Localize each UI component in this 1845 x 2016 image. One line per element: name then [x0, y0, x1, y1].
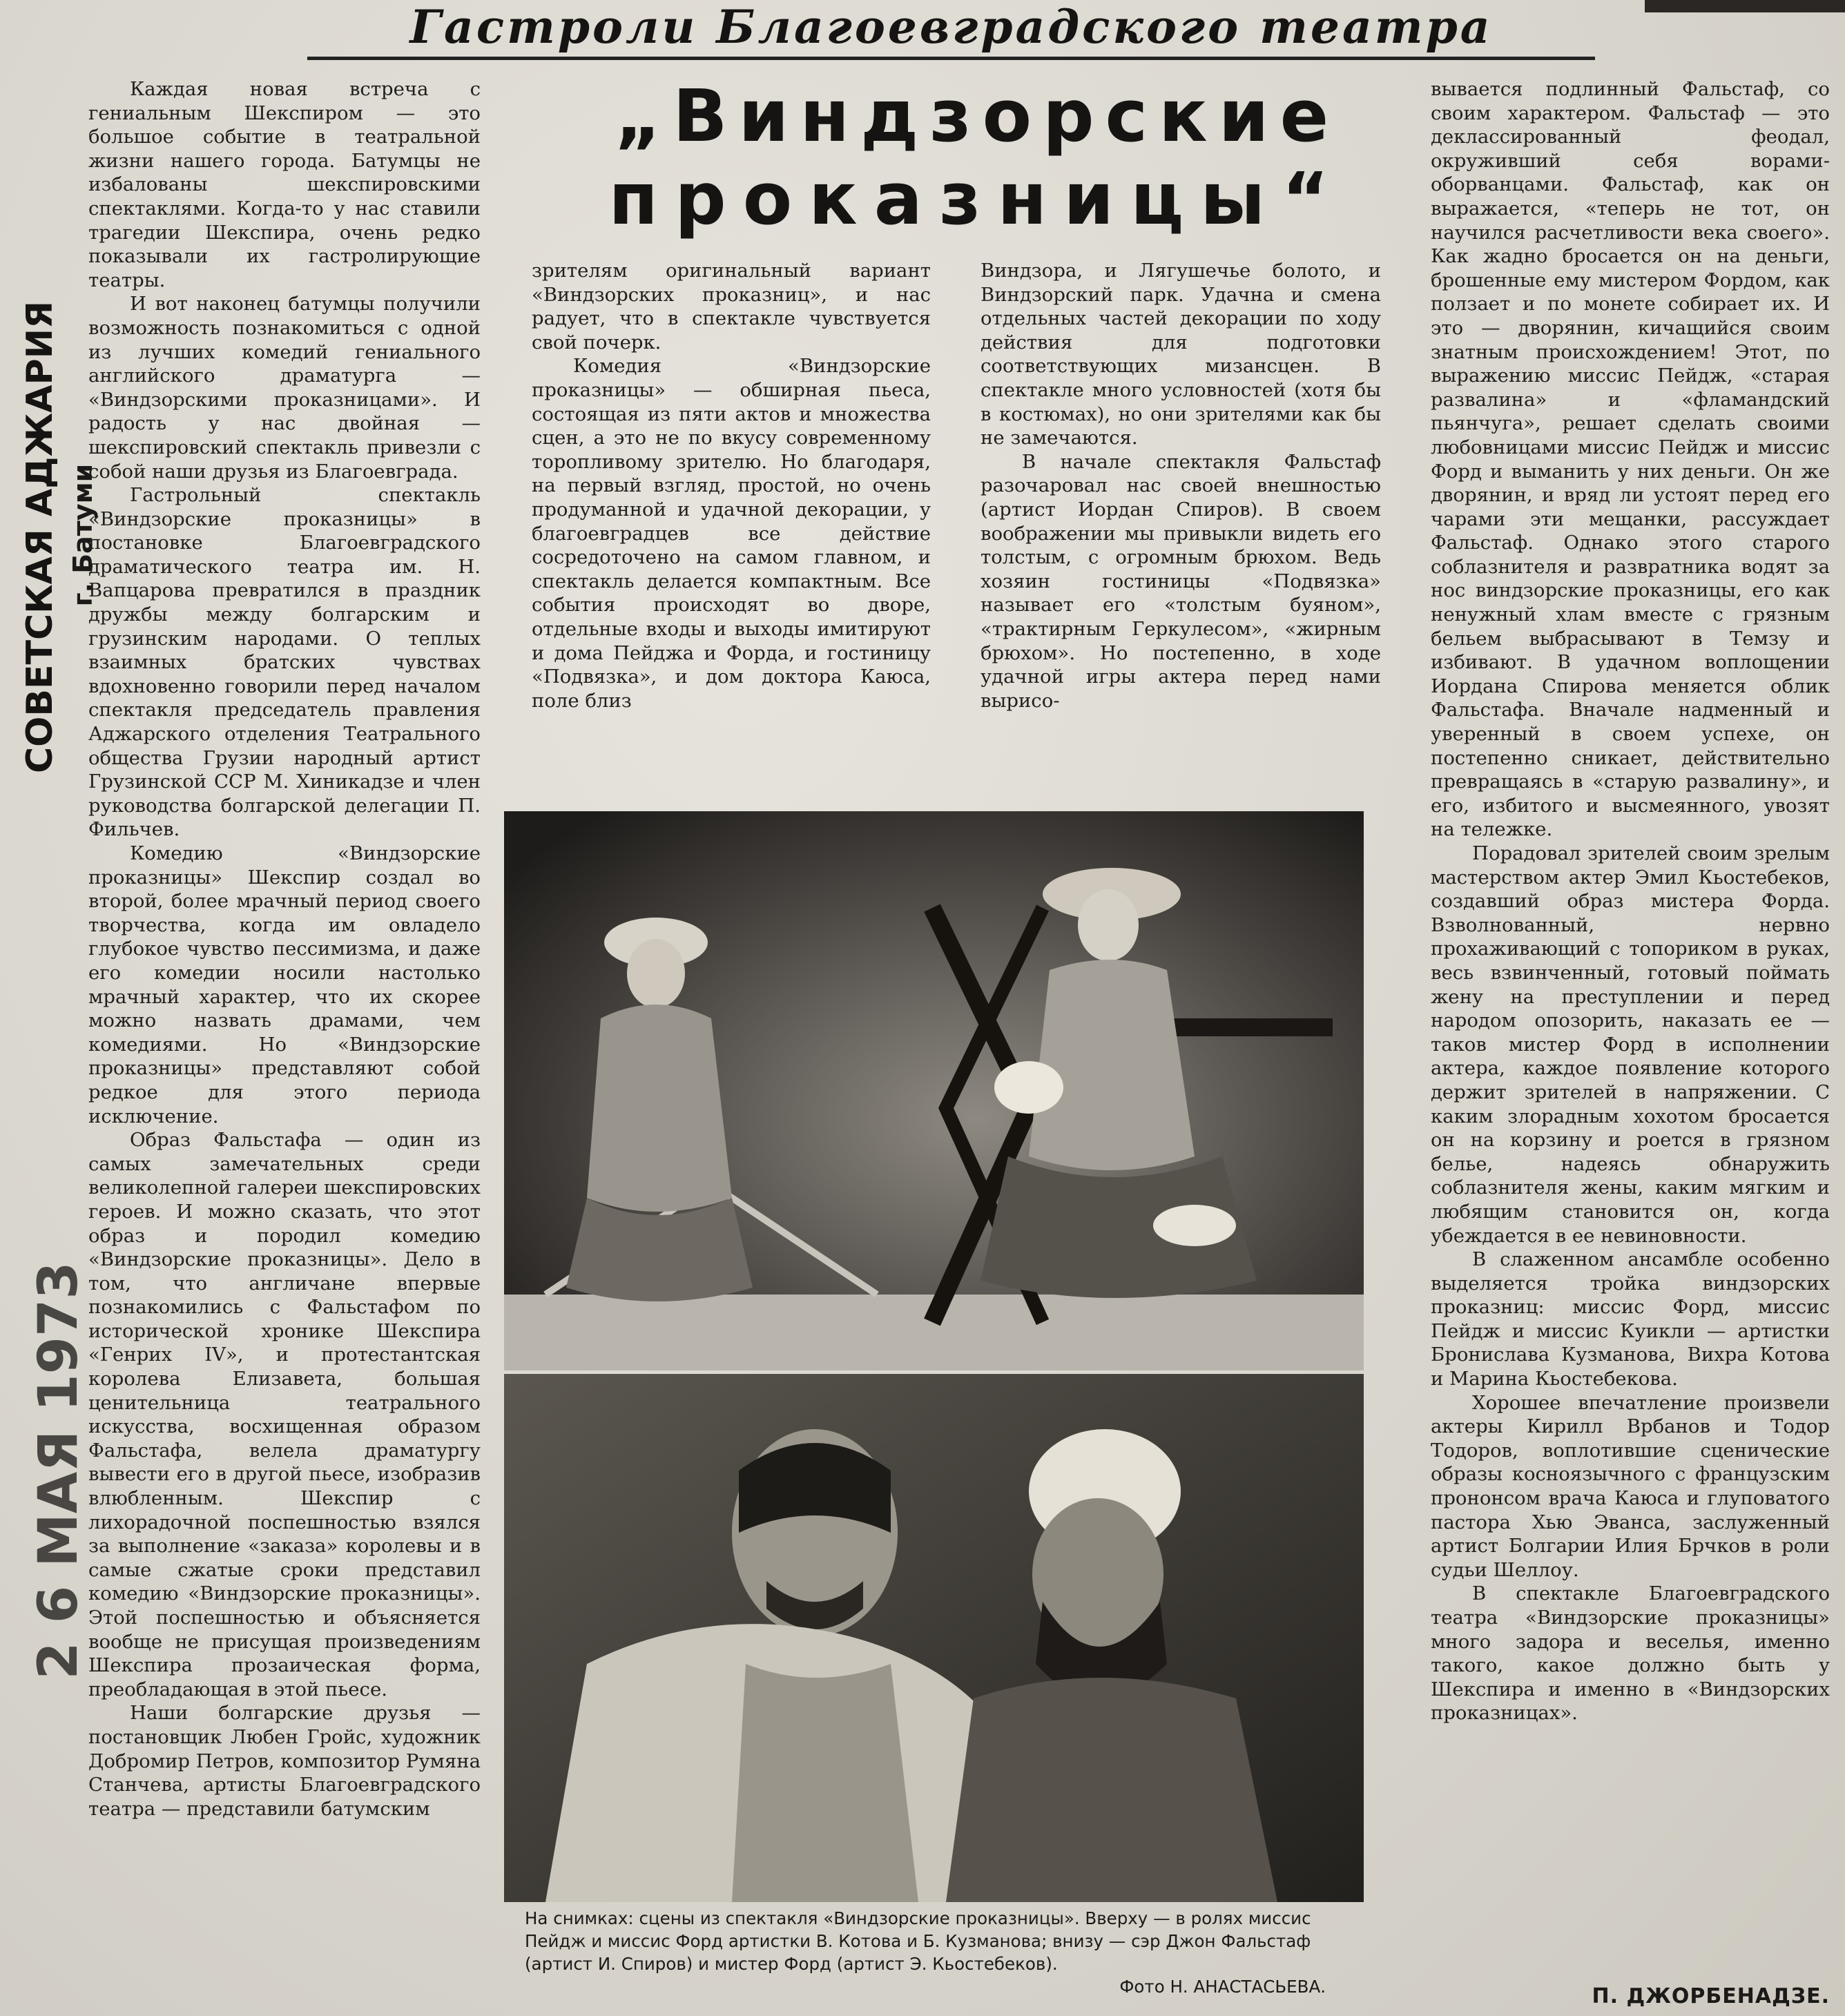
- photo-scene-mistress-page-and-ford: [504, 811, 1364, 1370]
- paragraph: вывается подлинный Фальстаф, со своим характером. Фальстаф — это деклассированный феодал, окруживший себя ворами-оборванцами. Фальстаф, как он выражается, «теперь не тот, он научился расчетливости века своего». Как жадно бросается он на деньги, брошенные ему мистером Фордом, как ползает и по монете собирает их. И это — дворянин, кичащийся своим знатным происхождением! Этот, по выражению миссис Пейдж, «старая развалина» и «фламандский пьянчуга», решает сделать своими любовницами миссис Пейдж и миссис Форд и выманить у них деньги. Он же дворянин, и вряд ли устоят перед его чарами эти мещанки, рассуждает Фальстаф. Однако этого старого соблазнителя и развратника водят за нос виндзорские проказницы, его как ненужный хлам вместе с грязным бельем выбрасывают в Темзу и избивают. В удачном воплощении Иордана Спирова меняется облик Фальстафа. Вначале надменный и уверенный в своем успехе, он постепенно сникает, действительно превращаясь в «старую развалину», и его, избитого и высмеянного, увозят на тележке.: [1431, 78, 1830, 841]
- paragraph: Образ Фальстафа — один из самых замечательных среди великолепной галереи шекспировских героев. И можно сказать, что этот образ и породил комедию «Виндзорские проказницы». Дело в том, что англичане впервые познакомились с Фальстафом по исторической хронике Шекспира «Генрих IV», и протестантская королева Елизавета, большая ценительница театрального искусства, восхищенная образом Фальстафа, велела драматургу вывести его в другой пьесе, изобразив влюбленным. Шекспир с лихорадочной поспешностью взялся за выполнение «заказа» королевы и в самые сжатые сроки представил комедию «Виндзорские проказницы». Этой поспешностью и объясняется вообще не присущая произведениям Шекспира прозаическая форма, преобладающая в этой пьесе.: [88, 1129, 481, 1700]
- text-column-4: [1431, 77, 1830, 1941]
- paragraph: Комедию «Виндзорские проказницы» Шекспир создал во второй, более мрачный период своего творчества, когда им овладело глубокое чувство пессимизма, и даже его комедии носили настолько мрачный характер, что их скорее можно назвать драмами, чем комедиями. Но «Виндзорские проказницы» представляют собой редкое для этого периода исключение.: [88, 842, 481, 1127]
- paragraph: Порадовал зрителей своим зрелым мастерством актер Эмил Кьостебеков, создавший образ мистера Форда. Взволнованный, нервно прохаживающий с топориком в руках, весь взвинченный, готовый поймать жену на преступлении и перед народом опозорить, наказать ее — таков мистер Форд в исполнении актера, каждое появление которого держит зрителей в напряжении. С каким злорадным хохотом бросается он на корзину и роется в грязном белье, надеясь обнаружить соблазнителя жены, каким мягким и любящим становится он, когда убеждается в ее невиновности.: [1431, 842, 1830, 1247]
- article-title-line-1: „Виндзорские: [614, 74, 1340, 158]
- paragraph: В слаженном ансамбле особенно выделяется тройка виндзорских проказниц: миссис Форд, миссис Пейдж и миссис Куикли — артистки Бронислава Кузманова, Вихра Котова и Марина Кьостебекова.: [1431, 1248, 1830, 1390]
- photo-scene-top-image: [504, 811, 1364, 1370]
- paragraph: Виндзора, и Лягушечье болото, и Виндзорский парк. Удачна и смена отдельных частей декорации по ходу действия для подготовки соответствующих мизансцен. В спектакле много условностей (хотя бы в костюмах), но они зрителями как бы не замечаются.: [981, 260, 1381, 449]
- date-stamp-text: 2 6 МАЯ 1973: [28, 1261, 90, 1680]
- paragraph: Наши болгарские друзья — постановщик Любен Гройс, художник Добромир Петров, композитор Румяна Станчева, артисты Благоевградского театра — представили батумским: [88, 1702, 481, 1820]
- date-stamp: [21, 1257, 97, 1685]
- section-headline: Гастроли Благоевградского театра: [307, 0, 1595, 60]
- paragraph: Каждая новая встреча с гениальным Шекспиром — это большое событие в театральной жизни нашего города. Батумцы не избалованы шекспировскими спектаклями. Когда-то у нас ставили трагедии Шекспира, очень редко показывали их гастролирующие театры.: [88, 78, 481, 291]
- photo-credit: Фото Н. АНАСТАСЬЕВА.: [1119, 1977, 1326, 1997]
- text-column-1: [88, 77, 481, 2010]
- city-stamp-text: г. Батуми: [68, 463, 98, 607]
- photo-caption-text: На снимках: сцены из спектакля «Виндзорские проказницы». Вверху — в ролях миссис Пейдж и миссис Форд артистки В. Котова и Б. Кузманова; внизу — сэр Джон Фальстаф (артист И. Спиров) и мистер Форд (артист Э. Кьостебеков).: [525, 1908, 1311, 1974]
- text-column-3: [981, 259, 1381, 773]
- paragraph: В спектакле Благоевградского театра «Виндзорские проказницы» много задора и веселья, именно такого, какое должно быть у Шекспира и именно в «Виндзорских проказницах».: [1431, 1582, 1830, 1725]
- article-author: П. ДЖОРБЕНАДЗЕ.: [1592, 1984, 1830, 2008]
- text-column-2: [532, 259, 931, 773]
- article-title-line-2: проказницы“: [608, 157, 1346, 241]
- paragraph: И вот наконец батумцы получили возможность познакомиться с одной из лучших комедий гениального английского драматурга — «Виндзорскими проказницами». И радость у нас двойная — шекспировский спектакль привезли с собой наши друзья из Благоевграда.: [88, 293, 481, 483]
- photo-caption: [525, 1907, 1353, 2010]
- photo-scene-falstaff-and-ford: [504, 1374, 1364, 1902]
- scan-edge-shadow: [1645, 0, 1845, 12]
- article-title: [525, 75, 1429, 247]
- paragraph: Гастрольный спектакль «Виндзорские проказницы» в постановке Благоевградского драматического театра им. Н. Вапцарова превратился в праздник дружбы между болгарским и грузинским народами. О теплых взаимных братских чувствах вдохновенно говорили перед началом спектакля председатель правления Аджарского отделения Театрального общества Грузии народный артист Грузинской ССР М. Хиникадзе и член руководства болгарской делегации П. Фильчев.: [88, 484, 481, 841]
- newspaper-name-text: СОВЕТСКАЯ АДЖАРИЯ: [19, 300, 61, 773]
- photo-scene-bottom-image: [504, 1374, 1364, 1902]
- paragraph: Хорошее впечатление произвели актеры Кирилл Врбанов и Тодор Тодоров, воплотившие сценические образы косноязычного с французским прононсом врача Каюса и глуповатого пастора Хью Эванса, заслуженный артист Болгарии Илия Брчков в роли судьи Шеллоу.: [1431, 1391, 1830, 1581]
- paragraph: В начале спектакля Фальстаф разочаровал нас своей внешностью (артист Иордан Спиров). В своем воображении мы привыкли видеть его толстым, с огромным брюхом. Ведь хозяин гостиницы «Подвязка» называет его «толстым буяном», «трактирным Геркулесом», «жирным брюхом». Но постепенно, в ходе удачной игры актера перед нами вырисо-: [981, 450, 1381, 712]
- paragraph: Комедия «Виндзорские проказницы» — обширная пьеса, состоящая из пяти актов и множества сцен, а это не по вкусу современному торопливому зрителю. Но благодаря, на первый взгляд, простой, но очень продуманной и удачной декорации, у благоевградцев все действие сосредоточено на самом главном, и спектакль делается компактным. Все события происходят во дворе, отдельные входы и выходы имитируют и дома Пейджа и Форда, и гостиницу «Подвязка», и дом доктора Каюса, поле близ: [532, 355, 931, 712]
- paragraph: зрителям оригинальный вариант «Виндзорских проказниц», и нас радует, что в спектакле чувствуется свой почерк.: [532, 260, 931, 353]
